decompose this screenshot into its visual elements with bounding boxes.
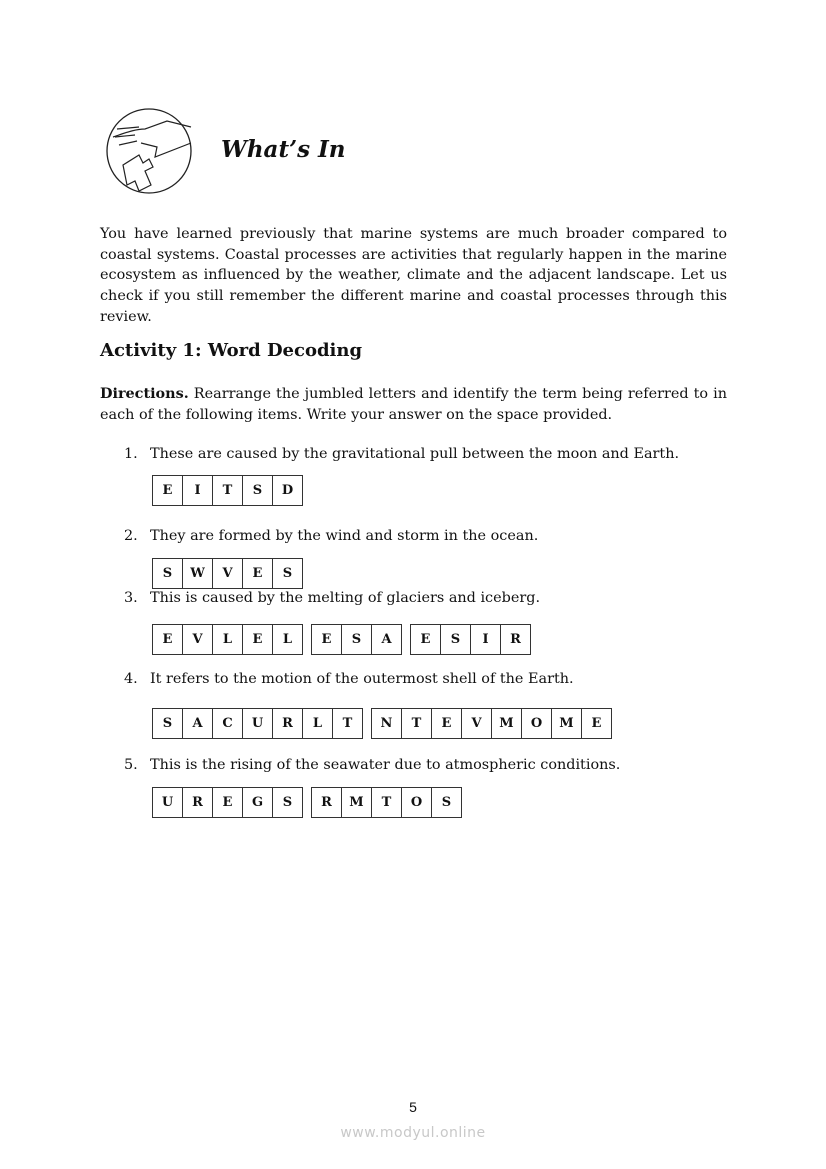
question-item (124, 590, 540, 606)
question-item (124, 757, 620, 773)
directions-text: Rearrange the jumbled letters and identify the term being referred to in each of the following items. Write your answer on the space provided. (100, 386, 727, 423)
word-group (152, 708, 363, 739)
question-item (124, 528, 538, 544)
letter-box: S (440, 625, 470, 654)
letter-box: O (401, 788, 431, 817)
letter-box: E (162, 632, 173, 647)
letter-box: D (272, 476, 302, 505)
section-title: What’s In (221, 136, 346, 163)
word-group (152, 787, 303, 818)
letter-box: G (242, 788, 272, 817)
letter-box: A (182, 709, 212, 738)
letter-box: E (162, 483, 173, 498)
watermark: www.modyul.online (340, 1125, 486, 1141)
letter-box: S (272, 559, 302, 588)
letter-box: E (242, 559, 272, 588)
letter-box: T (371, 788, 401, 817)
letter-box: L (272, 625, 302, 654)
letter-box: L (302, 709, 332, 738)
letter-box: M (341, 788, 371, 817)
letter-box: E (321, 632, 332, 647)
letter-box: O (521, 709, 551, 738)
letter-box: E (431, 709, 461, 738)
letter-box: R (321, 795, 332, 810)
word-group (152, 624, 303, 655)
question-item (124, 446, 679, 462)
letter-box: V (461, 709, 491, 738)
intro-paragraph: You have learned previously that marine systems are much broader compared to coastal systems. Coastal processes are activities that regularly happen in the marine ecosystem as influenced by the weather, climate and the adjacent landscape. Let us check if you still remember the different marine and coastal processes through this review. (100, 226, 727, 325)
directions-label: Directions. (100, 385, 189, 402)
question-number: 1. (124, 446, 138, 462)
letter-box: S (162, 716, 173, 731)
activity-title: Activity 1: Word Decoding (100, 340, 363, 361)
letter-box: L (212, 625, 242, 654)
question-text: This is caused by the melting of glaciers and iceberg. (150, 590, 541, 606)
letter-box: S (272, 788, 302, 817)
letter-box: T (401, 709, 431, 738)
question-number: 3. (124, 590, 138, 606)
letter-box: V (212, 559, 242, 588)
word-group (311, 787, 462, 818)
letter-box: U (161, 795, 174, 810)
question-item (124, 671, 574, 687)
letter-box: S (341, 625, 371, 654)
letter-box: M (551, 709, 581, 738)
letter-box: S (162, 566, 173, 581)
letter-boxes (152, 475, 303, 506)
word-group (152, 475, 303, 506)
letter-box: W (182, 559, 212, 588)
letter-box: N (380, 716, 393, 731)
word-group (152, 558, 303, 589)
letter-box: A (371, 625, 401, 654)
letter-box: T (332, 709, 362, 738)
question-text: These are caused by the gravitational pull between the moon and Earth. (150, 446, 680, 462)
word-group (371, 708, 612, 739)
letter-box: S (431, 788, 461, 817)
question-number: 2. (124, 528, 138, 544)
question-text: This is the rising of the seawater due to atmospheric conditions. (150, 757, 621, 773)
letter-box: C (212, 709, 242, 738)
letter-box: V (182, 625, 212, 654)
question-number: 5. (124, 757, 138, 773)
letter-box: E (581, 709, 611, 738)
letter-boxes (152, 787, 462, 818)
letter-box: R (272, 709, 302, 738)
letter-box: E (242, 625, 272, 654)
letter-box: M (491, 709, 521, 738)
letter-boxes (152, 708, 612, 739)
question-number: 4. (124, 671, 138, 687)
letter-box: I (182, 476, 212, 505)
page-number: 5 (409, 1099, 417, 1115)
letter-box: T (212, 476, 242, 505)
letter-box: I (470, 625, 500, 654)
hand-puzzle-piece-icon (105, 107, 193, 195)
letter-box: R (182, 788, 212, 817)
question-text: They are formed by the wind and storm in the ocean. (150, 528, 539, 544)
directions (100, 384, 727, 425)
letter-box: E (212, 788, 242, 817)
word-group (311, 624, 402, 655)
letter-box: E (420, 632, 431, 647)
letter-box: U (242, 709, 272, 738)
question-text: It refers to the motion of the outermost shell of the Earth. (150, 671, 574, 687)
letter-boxes (152, 558, 303, 589)
letter-box: R (500, 625, 530, 654)
word-group (410, 624, 531, 655)
letter-boxes (152, 624, 531, 655)
letter-box: S (242, 476, 272, 505)
